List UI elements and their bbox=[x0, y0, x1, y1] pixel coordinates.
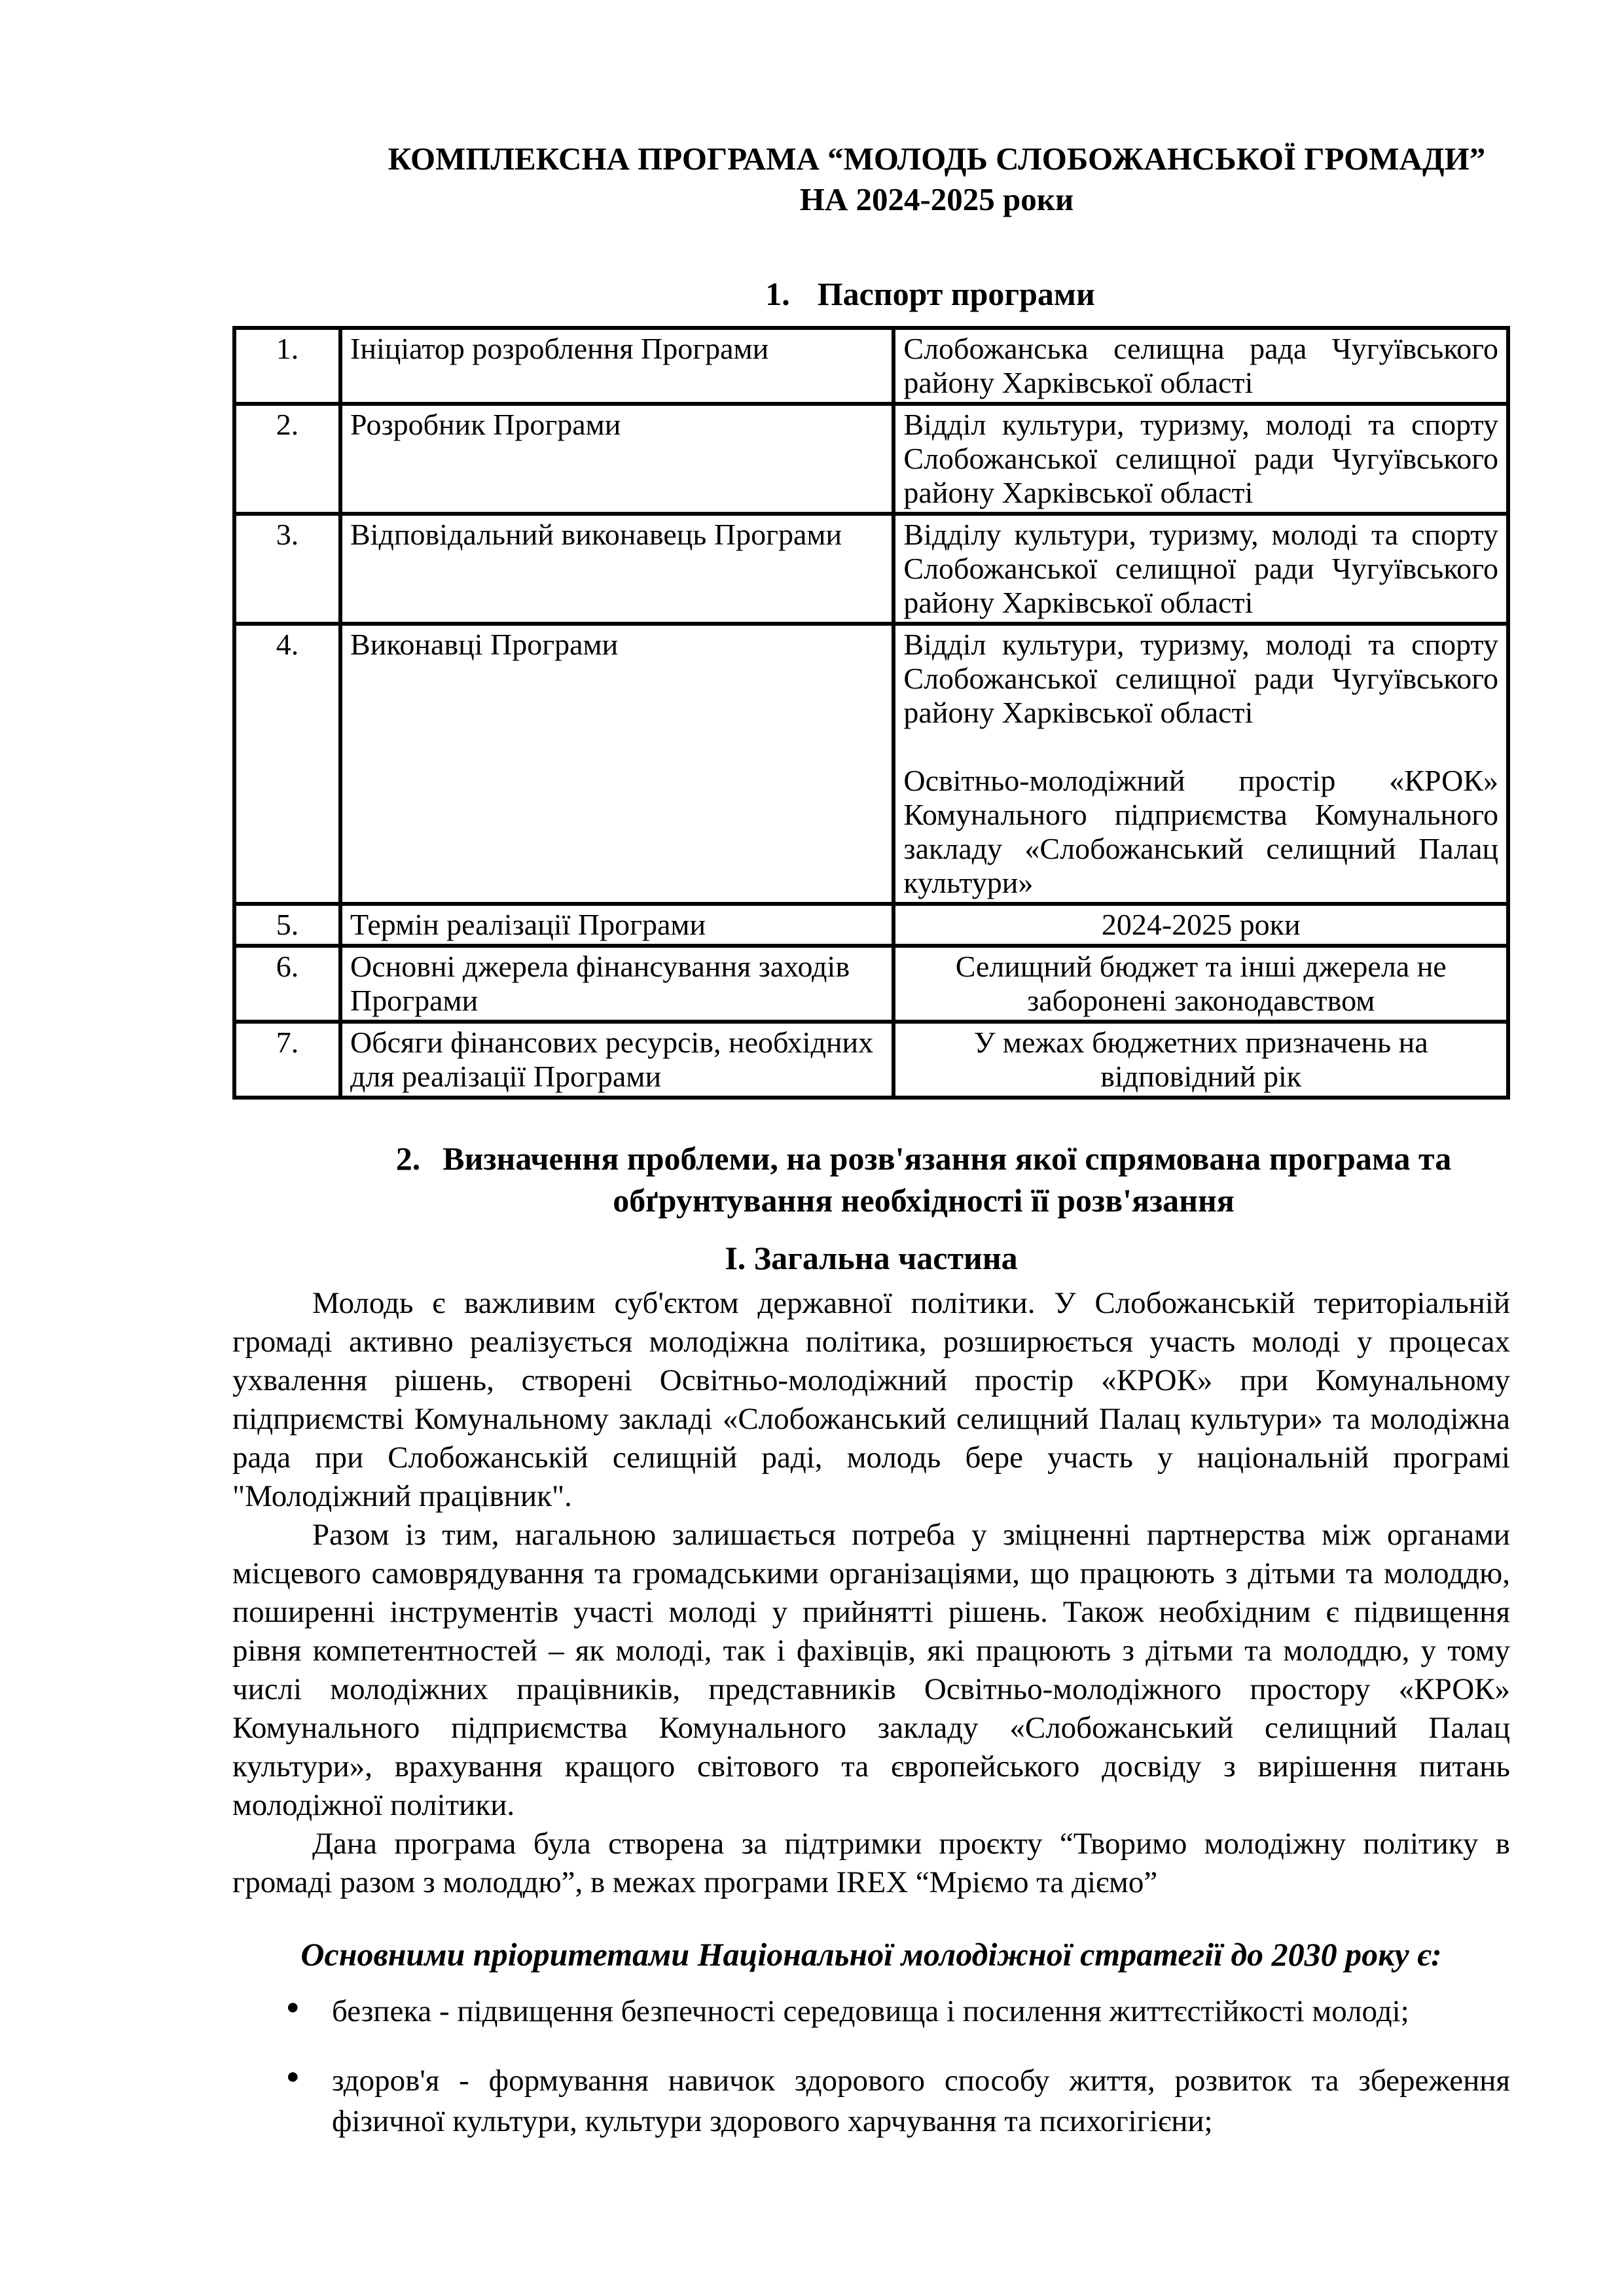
list-item-text: безпека - підвищення безпечності середовища і посилення життєстійкості молоді; bbox=[332, 1994, 1409, 2028]
row-number-cell: 2. bbox=[234, 404, 340, 514]
row-value-paragraph-2: Освітньо-молодіжний простір «КРОК» Комунального підприємства Комунального закладу «Слобожанський селищний Палац культури» bbox=[903, 764, 1498, 899]
body-text bbox=[232, 1284, 1510, 1902]
section1-heading bbox=[232, 275, 1510, 313]
section2-number: 2. bbox=[395, 1140, 421, 1177]
row-label-cell: Ініціатор розроблення Програми bbox=[340, 328, 893, 404]
row-number-cell: 4. bbox=[234, 624, 340, 904]
row-value-paragraph-1: Відділ культури, туризму, молоді та спорту Слобожанської селищної ради Чугуївського району Харківської області bbox=[903, 628, 1498, 729]
row-number-cell: 7. bbox=[234, 1022, 340, 1098]
table-row bbox=[234, 624, 1508, 904]
section1-heading-label: Паспорт програми bbox=[817, 276, 1095, 312]
row-label-cell: Виконавці Програми bbox=[340, 624, 893, 904]
passport-table bbox=[232, 326, 1510, 1100]
bullet-icon: ● bbox=[286, 1995, 300, 2019]
section2-heading-text-1: Визначення проблеми, на розв'язання якої спрямована програма та bbox=[442, 1140, 1452, 1177]
row-value-cell: Відділ культури, туризму, молоді та спорту Слобожанської селищної ради Чугуївського району Харківської області bbox=[893, 404, 1508, 514]
priorities-bullet-list bbox=[232, 1991, 1510, 2142]
bullet-icon: ● bbox=[286, 2064, 300, 2089]
table-row bbox=[234, 328, 1508, 404]
row-value-cell: У межах бюджетних призначень на відповідний рік bbox=[893, 1022, 1508, 1098]
document-title bbox=[232, 139, 1510, 220]
section1-number: 1. bbox=[765, 276, 790, 312]
row-value-cell: 2024-2025 роки bbox=[893, 904, 1508, 946]
row-label-cell: Обсяги фінансових ресурсів, необхідних для реалізації Програми bbox=[340, 1022, 893, 1098]
section2-heading bbox=[232, 1138, 1510, 1221]
general-part-heading: І. Загальна частина bbox=[725, 1240, 1018, 1276]
body-paragraph-1: Молодь є важливим суб'єктом державної політики. У Слобожанській територіальній громаді активно реалізується молодіжна політика, розширюється участь молоді у процесах ухвалення рішень, створені Освітньо-молодіжний простір «КРОК» при Комунальному підприємстві Комунальному закладі «Слобожанський селищний Палац культури» та молодіжна рада при Слобожанській селищній раді, молодь бере участь у національній програмі "Молодіжний працівник". bbox=[232, 1286, 1510, 1513]
row-number-cell: 1. bbox=[234, 328, 340, 404]
row-value-cell: Відділу культури, туризму, молоді та спорту Слобожанської селищної ради Чугуївського району Харківської області bbox=[893, 514, 1508, 624]
table-row bbox=[234, 1022, 1508, 1098]
list-item-text: здоров'я - формування навичок здорового способу життя, розвиток та збереження фізичної культури, культури здорового харчування та психогігієни; bbox=[332, 2064, 1510, 2138]
table-row bbox=[234, 904, 1508, 946]
list-item bbox=[286, 2060, 1510, 2142]
row-label-cell: Розробник Програми bbox=[340, 404, 893, 514]
row-label-cell: Відповідальний виконавець Програми bbox=[340, 514, 893, 624]
section2-heading-line-1 bbox=[337, 1138, 1510, 1179]
body-paragraph-2: Разом із тим, нагальною залишається потреба у зміцненні партнерства між органами місцевого самоврядування та громадськими організаціями, що працюють з дітьми та молоддю, поширенні інструментів участі молоді у прийнятті рішень. Також необхідним є підвищення рівня компетентностей – як молоді, так і фахівців, які працюють з дітьми та молоддю, у тому числі молодіжних працівників, представників Освітньо-молодіжного простору «КРОК» Комунального підприємства Комунального закладу «Слобожанський селищний Палац культури», врахування кращого світового та європейського досвіду з вирішення питань молодіжної політики. bbox=[232, 1518, 1510, 1822]
row-value-cell: Селищний бюджет та інші джерела не заборонені законодавством bbox=[893, 946, 1508, 1022]
row-label-cell: Основні джерела фінансування заходів Програми bbox=[340, 946, 893, 1022]
row-value-cell: Слобожанська селищна рада Чугуївського району Харківської області bbox=[893, 328, 1508, 404]
table-row bbox=[234, 404, 1508, 514]
table-row bbox=[234, 514, 1508, 624]
document-title-line-1: КОМПЛЕКСНА ПРОГРАМА “МОЛОДЬ СЛОБОЖАНСЬКОЇ ГРОМАДИ” bbox=[388, 141, 1486, 177]
section2-heading-line-2: обґрунтування необхідності її розв'язання bbox=[613, 1182, 1235, 1219]
list-item bbox=[286, 1991, 1510, 2032]
body-paragraph-3: Дана програма була створена за підтримки проєкту “Творимо молодіжну політику в громаді разом з молоддю”, в межах програми IREX “Мріємо та діємо” bbox=[232, 1827, 1510, 1899]
priorities-heading: Основними пріоритетами Національної молодіжної стратегії до 2030 року є: bbox=[300, 1936, 1442, 1973]
table-row bbox=[234, 946, 1508, 1022]
row-number-cell: 5. bbox=[234, 904, 340, 946]
row-number-cell: 3. bbox=[234, 514, 340, 624]
row-number-cell: 6. bbox=[234, 946, 340, 1022]
document-title-line-2: НА 2024-2025 роки bbox=[799, 181, 1074, 217]
row-value-blank-line bbox=[903, 730, 1498, 764]
row-label-cell: Термін реалізації Програми bbox=[340, 904, 893, 946]
row-value-cell bbox=[893, 624, 1508, 904]
